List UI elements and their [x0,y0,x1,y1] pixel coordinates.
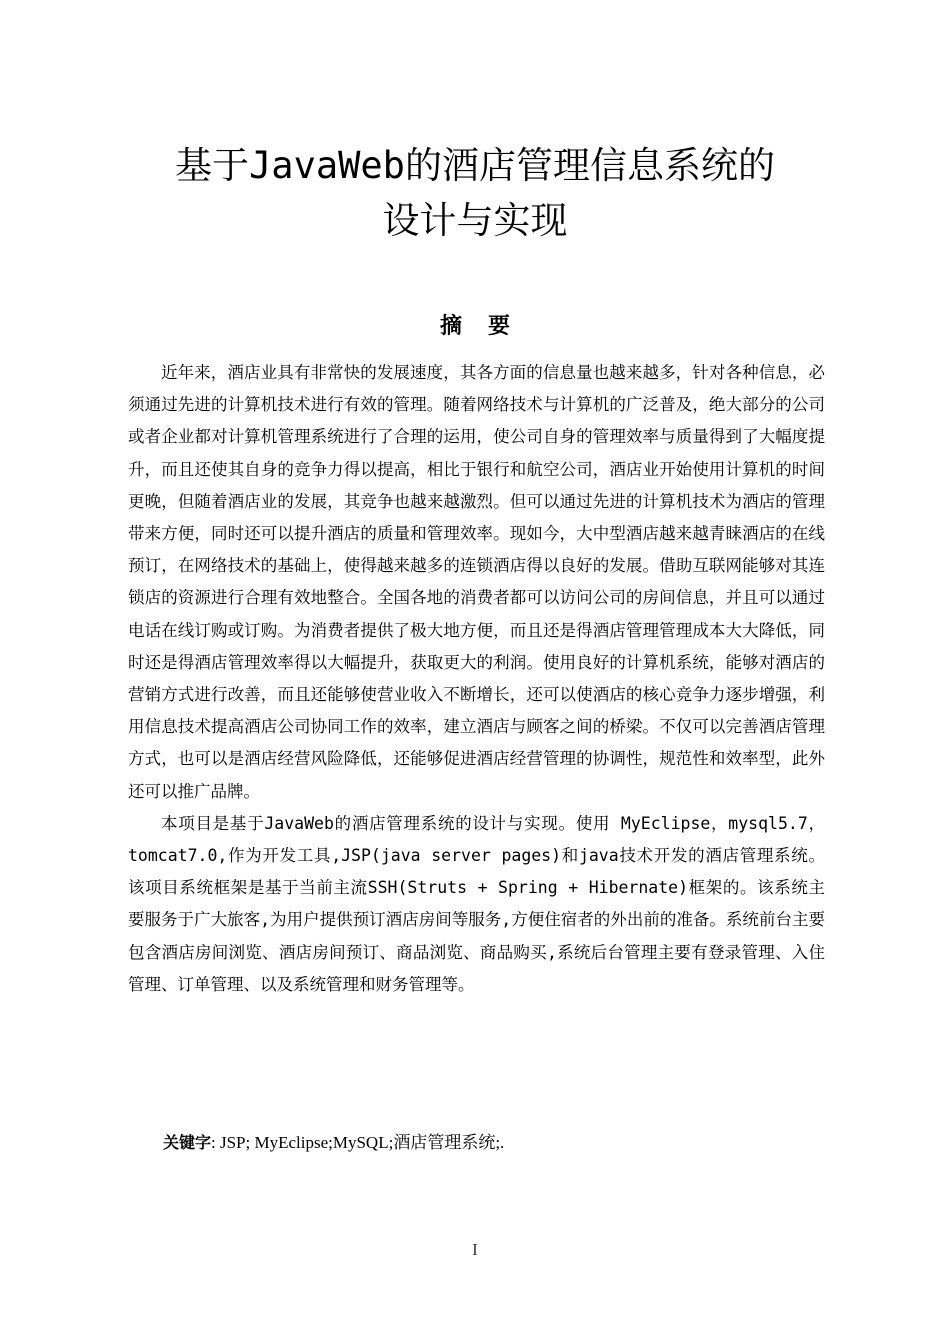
keywords-line [163,1128,504,1153]
document-title [80,138,870,248]
abstract-heading: 摘要 [439,314,536,339]
keywords-value: : JSP; MyEclipse;MySQL;酒店管理系统;. [211,1133,505,1152]
abstract-body [128,357,825,1001]
abstract-paragraph-2: 本项目是基于JavaWeb的酒店管理系统的设计与实现。使用 MyEclipse，mysql5.7，tomcat7.0,作为开发工具,JSP(java server pages)和java技术开发的酒店管理系统。该项目系统框架是基于当前主流SSH(Struts + Spring + Hibernate)框架的。该系统主要服务于广大旅客,为用户提供预订酒店房间等服务,方便住宿者的外出前的准备。系统前台主要包含酒店房间浏览、酒店房间预订、商品浏览、商品购买,系统后台管理主要有登录管理、入住管理、订单管理、以及系统管理和财务管理等。 [128,813,825,994]
title-line-2: 设计与实现 [382,199,568,242]
page-number: I [472,1240,478,1259]
title-line-1: 基于JavaWeb的酒店管理信息系统的 [175,144,775,187]
keywords-label: 关键字 [163,1133,212,1152]
abstract-paragraph-1: 近年来，酒店业具有非常快的发展速度，其各方面的信息量也越来越多，针对各种信息，必须通过先进的计算机技术进行有效的管理。随着网络技术与计算机的广泛普及，绝大部分的公司或者企业都对计算机管理系统进行了合理的运用，使公司自身的管理效率与质量得到了大幅度提升，而且还使其自身的竞争力得以提高，相比于银行和航空公司，酒店业开始使用计算机的时间更晚，但随着酒店业的发展，其竞争也越来越激烈。但可以通过先进的计算机技术为酒店的管理带来方便，同时还可以提升酒店的质量和管理效率。现如今，大中型酒店越来越青睐酒店的在线预订，在网络技术的基础上，使得越来越多的连锁酒店得以良好的发展。借助互联网能够对其连锁店的资源进行合理有效地整合。全国各地的消费者都可以访问公司的房间信息，并且可以通过电话在线订购或订购。为消费者提供了极大地方便，而且还是得酒店管理管理成本大大降低，同时还是得酒店管理效率得以大幅提升，获取更大的利润。使用良好的计算机系统，能够对酒店的营销方式进行改善，而且还能够使营业收入不断增长，还可以使酒店的核心竞争力逐步增强，利用信息技术提高酒店公司协同工作的效率，建立酒店与顾客之间的桥梁。不仅可以完善酒店管理方式，也可以是酒店经营风险降低，还能够促进酒店经营管理的协调性，规范性和效率型，此外还可以推广品牌。 [128,363,825,801]
